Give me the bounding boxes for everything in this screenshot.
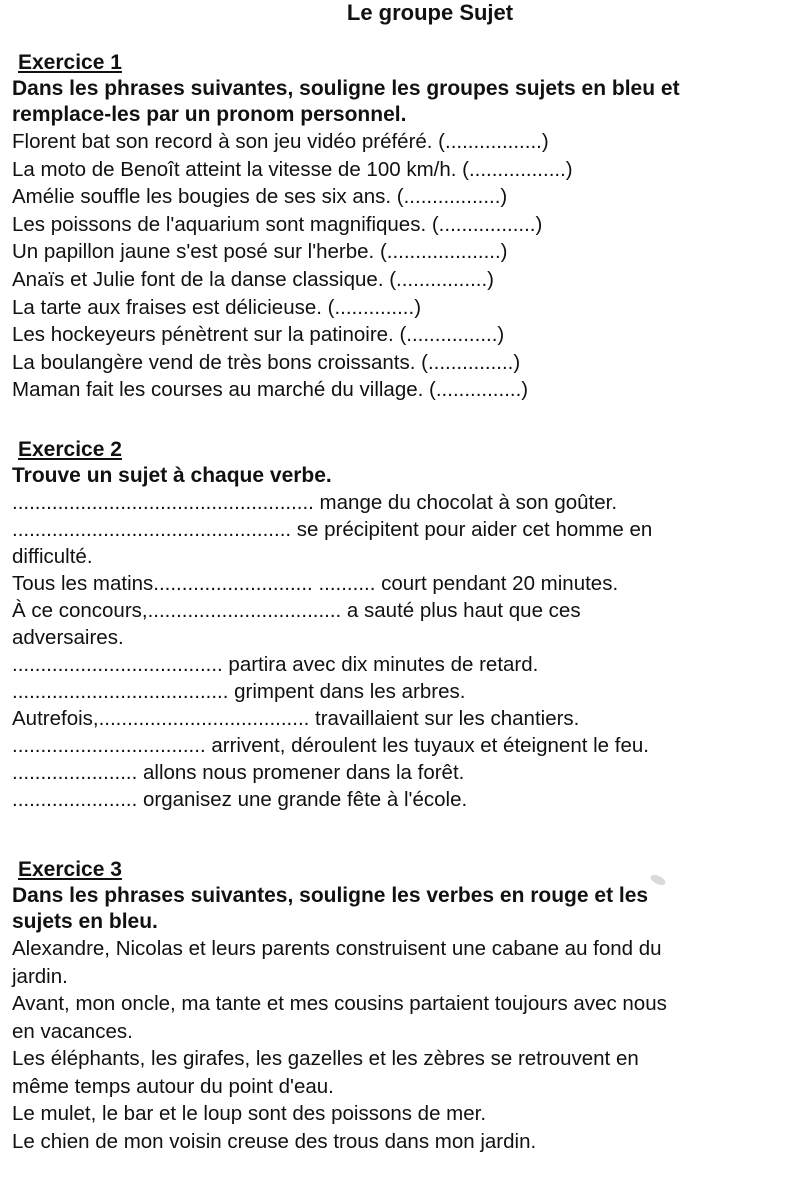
exercise-line: même temps autour du point d'eau. — [12, 1074, 334, 1098]
exercise-line: La moto de Benoît atteint la vitesse de 100 km/h. (.................) — [12, 157, 573, 181]
instruction-line: Dans les phrases suivantes, souligne les groupes sujets en bleu et — [12, 77, 680, 100]
exercise-line: difficulté. — [12, 545, 93, 568]
exercise-line: Alexandre, Nicolas et leurs parents construisent une cabane au fond du — [12, 937, 662, 960]
instruction-line: remplace-les par un pronom personnel. — [12, 103, 407, 126]
exercise-line: Un papillon jaune s'est posé sur l'herbe. (....................) — [12, 240, 508, 264]
exercise-line: ...................................... grimpent dans les arbres. — [12, 680, 466, 703]
exercise-lines — [12, 935, 792, 1155]
exercise-2 — [12, 437, 792, 813]
exercise-line: Les hockeyeurs pénètrent sur la patinoire. (................) — [12, 323, 505, 347]
exercise-instruction — [12, 883, 792, 935]
exercise-line: ..................................................... mange du chocolat à son goûter. — [12, 491, 618, 514]
exercise-line: ...................... allons nous promener dans la forêt. — [12, 761, 465, 784]
exercise-lines — [12, 489, 792, 813]
exercise-line: Le mulet, le bar et le loup sont des poissons de mer. — [12, 1102, 487, 1125]
exercise-heading: Exercice 3 — [18, 858, 122, 881]
exercise-line: Florent bat son record à son jeu vidéo préféré. (.................) — [12, 130, 549, 153]
exercise-line: Avant, mon oncle, ma tante et mes cousins partaient toujours avec nous — [12, 992, 667, 1015]
exercise-instruction — [12, 463, 792, 489]
exercise-line: Amélie souffle les bougies de ses six ans. (.................) — [12, 185, 508, 209]
exercise-line: Anaïs et Julie font de la danse classique. (................) — [12, 267, 494, 291]
exercise-line: La boulangère vend de très bons croissants. (...............) — [12, 350, 521, 374]
exercise-line: adversaires. — [12, 626, 124, 649]
exercise-line: La tarte aux fraises est délicieuse. (..............) — [12, 295, 422, 319]
exercise-line: Maman fait les courses au marché du village. (...............) — [12, 378, 529, 402]
exercise-1 — [12, 50, 792, 404]
exercise-line: ..................................... partira avec dix minutes de retard. — [12, 653, 539, 676]
instruction-line: Trouve un sujet à chaque verbe. — [12, 464, 332, 487]
page-title: Le groupe Sujet — [346, 0, 514, 25]
exercise-heading: Exercice 1 — [18, 51, 122, 74]
exercise-line: ...................... organisez une grande fête à l'école. — [12, 788, 468, 811]
exercise-line: en vacances. — [12, 1019, 133, 1043]
exercise-line: ................................................. se précipitent pour aider cet homme en — [12, 518, 653, 541]
exercise-heading: Exercice 2 — [18, 438, 122, 461]
exercise-lines — [12, 128, 792, 404]
exercise-line: Le chien de mon voisin creuse des trous dans mon jardin. — [12, 1129, 537, 1153]
exercise-line: À ce concours,.................................. a sauté plus haut que ces — [12, 599, 581, 622]
exercise-instruction — [12, 76, 792, 128]
exercise-line: Tous les matins............................ .......... court pendant 20 minutes. — [12, 572, 619, 595]
exercise-line: Autrefois,..................................... travaillaient sur les chantiers. — [12, 707, 580, 730]
instruction-line: sujets en bleu. — [12, 910, 158, 933]
instruction-line: Dans les phrases suivantes, souligne les verbes en rouge et les — [12, 884, 649, 907]
exercise-3 — [12, 857, 792, 1155]
exercise-line: Les poissons de l'aquarium sont magnifiques. (.................) — [12, 212, 543, 236]
exercise-line: Les éléphants, les girafes, les gazelles et les zèbres se retrouvent en — [12, 1047, 639, 1070]
exercise-line: .................................. arrivent, déroulent les tuyaux et éteignent le feu. — [12, 734, 649, 757]
exercise-line: jardin. — [12, 964, 68, 988]
